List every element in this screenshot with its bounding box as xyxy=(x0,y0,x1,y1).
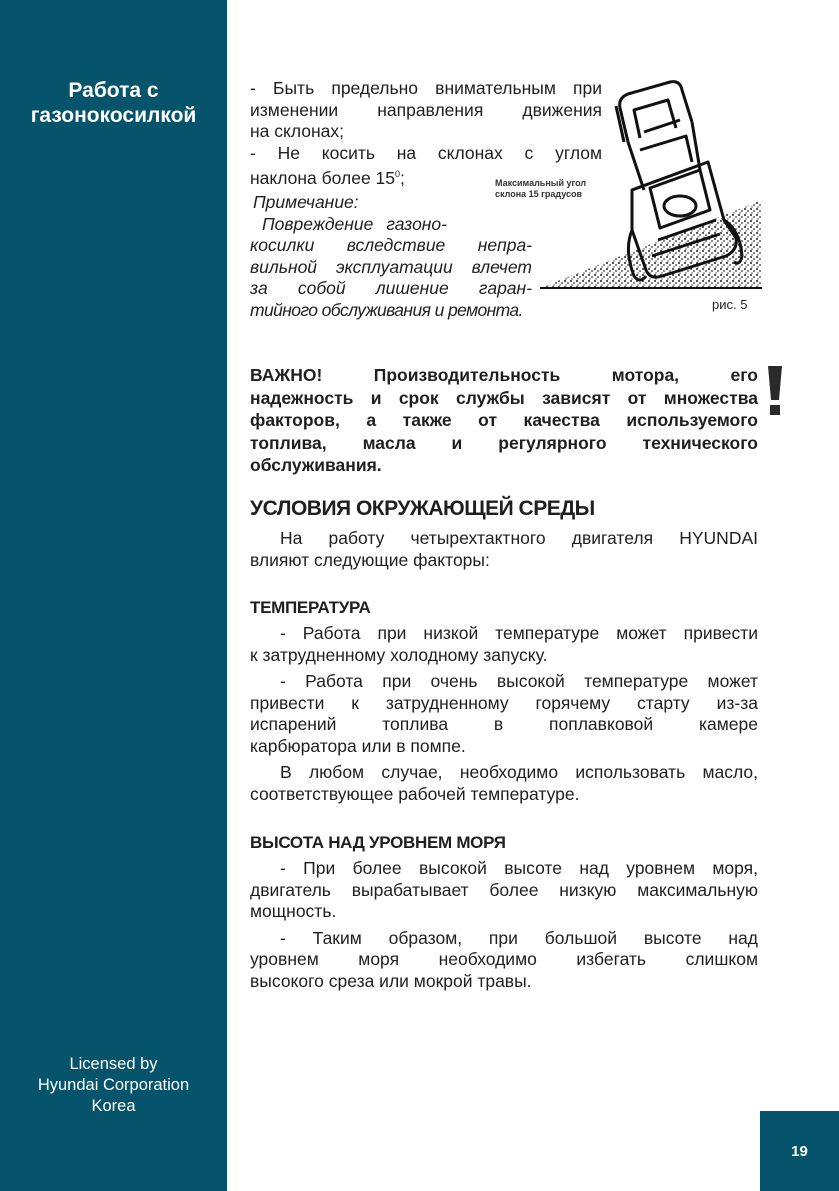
important-notice xyxy=(250,364,758,477)
text-line: за собой лишение гаран- xyxy=(250,278,532,298)
caption-line: Максимальный угол xyxy=(495,178,587,188)
note-label: Примечание: xyxy=(253,192,359,212)
figure-inline-caption xyxy=(495,178,625,200)
text-fragment: наклона более 15 xyxy=(250,167,396,188)
text-line: на склонах; xyxy=(250,121,345,141)
text-line: мощность. xyxy=(250,901,337,921)
text-line: вильной эксплуатации влечет xyxy=(250,256,532,277)
environment-heading: УСЛОВИЯ ОКРУЖАЮЩЕЙ СРЕДЫ xyxy=(250,497,595,520)
text-line: топлива, масла и регулярного технического xyxy=(250,432,758,453)
text-line: обслуживания. xyxy=(250,455,382,475)
section-title xyxy=(0,78,227,128)
page-number xyxy=(760,1111,839,1191)
text-line: - Быть предельно внимательным при xyxy=(250,78,602,98)
text-line: двигатель вырабатывает более низкую максимальную xyxy=(250,879,758,900)
license-line: Licensed by xyxy=(69,1055,158,1073)
caption-line: склона 15 градусов xyxy=(495,189,583,199)
text-line: высокого среза или мокрой травы. xyxy=(250,970,532,991)
text-line: соответствующее рабочей температуре. xyxy=(250,783,580,804)
text-line: факторов, а также от качества используемого xyxy=(250,410,758,430)
section-title-line: Работа с xyxy=(68,79,159,102)
text-line: - Таким образом, при большой высоте над xyxy=(280,927,758,948)
text-line: уровнем моря необходимо избегать слишком xyxy=(250,949,758,969)
text-line: - При более высокой высоте над уровнем моря, xyxy=(280,858,758,878)
text-line: На работу четырехтактного двигателя HYUNDAI xyxy=(280,528,758,548)
text-line: ВАЖНО! Производительность мотора, его xyxy=(250,365,758,385)
text-line: косилки вследствие непра- xyxy=(250,235,532,255)
figure-label: рис. 5 xyxy=(712,297,748,312)
text-line: - Работа при очень высокой температуре может xyxy=(280,671,758,691)
altitude-heading: ВЫСОТА НАД УРОВНЕМ МОРЯ xyxy=(250,833,506,852)
temperature-heading: ТЕМПЕРАТУРА xyxy=(250,598,371,617)
text-line: - Не косить на склонах с углом xyxy=(250,142,602,163)
text-line: привести к затрудненному горячему старту из-за xyxy=(250,692,758,713)
exclamation-icon xyxy=(765,366,785,416)
text-line: - Работа при низкой температуре может привести xyxy=(280,623,758,643)
license-line: Korea xyxy=(91,1097,136,1115)
text-line: Повреждение газоно- xyxy=(262,213,447,234)
text-line: испарений топлива в поплавковой камере xyxy=(250,714,758,734)
degree-superscript: 0 xyxy=(395,169,401,179)
text-line: к затрудненному холодному запуску. xyxy=(250,644,548,665)
altitude-section xyxy=(250,833,758,992)
temperature-section xyxy=(250,598,758,805)
environment-intro xyxy=(250,528,758,571)
text-fragment: ; xyxy=(400,167,405,188)
text-line: тийного обслуживания и ремонта. xyxy=(250,299,523,320)
sidebar xyxy=(0,0,227,1191)
altitude-paragraph-2 xyxy=(250,928,758,993)
text-line: влияют следующие факторы: xyxy=(250,549,490,570)
section-title-line: газонокосилкой xyxy=(30,104,197,127)
license-line: Hyundai Corporation xyxy=(37,1076,190,1094)
temperature-paragraph-3 xyxy=(250,762,758,805)
warranty-note xyxy=(250,192,560,321)
temperature-paragraph-1 xyxy=(250,623,758,666)
text-line: В любом случае, необходимо использовать масло, xyxy=(280,762,758,782)
license-note xyxy=(0,1054,227,1117)
page-number-text: 19 xyxy=(791,1142,808,1160)
text-line: карбюратора или в помпе. xyxy=(250,735,466,756)
temperature-paragraph-2 xyxy=(250,671,758,757)
text-line: надежность и срок службы зависят от множества xyxy=(250,387,758,408)
text-line: изменении направления движения xyxy=(250,99,602,120)
altitude-paragraph-1 xyxy=(250,858,758,923)
